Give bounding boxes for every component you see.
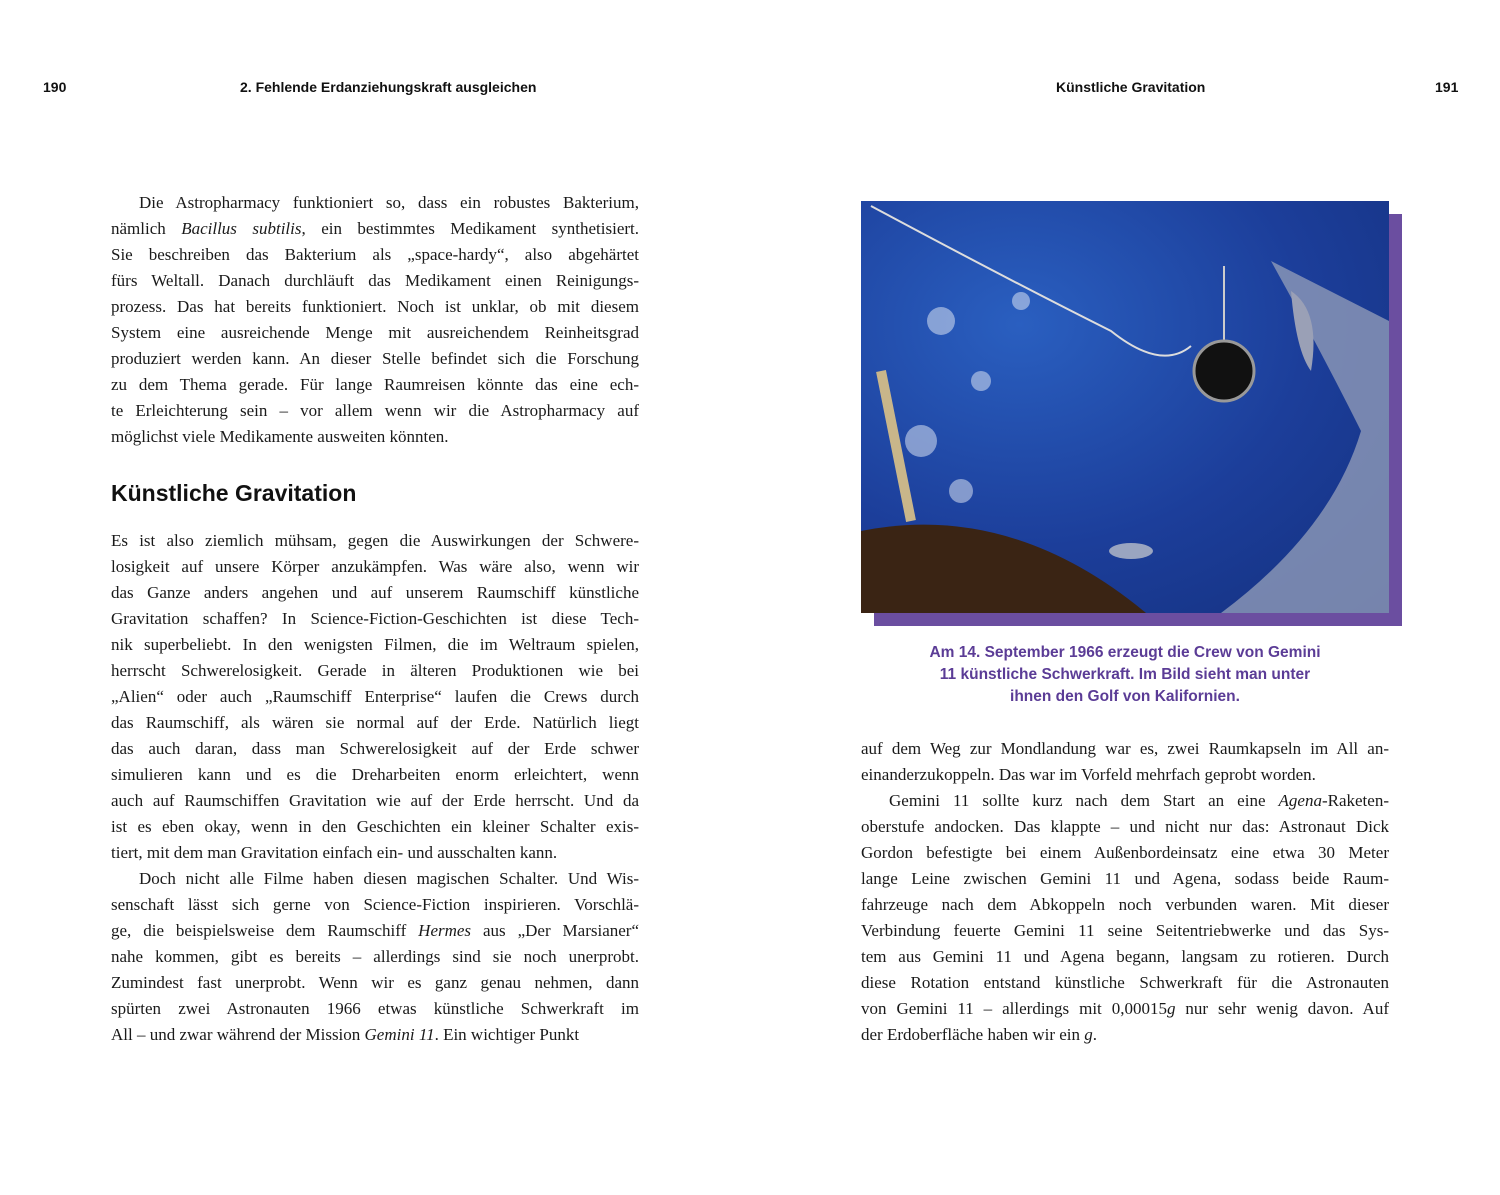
page-number-left: 190 [43, 79, 67, 95]
text-line: das auch daran, dass man Schwerelosigkeit auf der Erde schwer [111, 739, 639, 758]
text-line [111, 1022, 639, 1048]
text-line: Die Astropharmacy funktioniert so, dass ein robustes Bakterium, [139, 193, 639, 212]
running-title-left: 2. Fehlende Erdanziehungskraft ausgleichen [240, 79, 537, 95]
text-segment: aus „Der Marsianer“ [471, 921, 639, 940]
text-line: tiert, mit dem man Gravitation einfach ein- und ausschalten kann. [111, 843, 558, 862]
italic-text: Hermes [418, 921, 472, 940]
text-line: möglichst viele Medikamente ausweiten könnten. [111, 427, 449, 446]
text-line: Gravitation schaffen? In Science-Fiction-Geschichten ist diese Tech- [111, 609, 639, 628]
text-line [111, 216, 639, 242]
text-line: auch auf Raumschiffen Gravitation wie auf der Erde herrscht. Und da [111, 791, 639, 810]
text-line: tem aus Gemini 11 und Agena begann, langsam zu rotieren. Durch [861, 947, 1389, 966]
paragraph [111, 190, 639, 450]
text-line: nahe kommen, gibt es bereits – allerdings sind sie noch unerprobt. [111, 947, 639, 966]
page-number-right: 191 [1435, 79, 1459, 95]
text-line: Es ist also ziemlich mühsam, gegen die Auswirkungen der Schwere- [111, 531, 639, 550]
text-line: herrscht Schwerelosigkeit. Gerade in älteren Produktionen wie bei [111, 661, 639, 680]
paragraph [861, 736, 1389, 788]
text-segment: . Ein wichtiger Punkt [434, 1025, 580, 1044]
text-line: das Ganze anders angehen und auf unserem Raumschiff künstliche [111, 583, 639, 602]
text-line: auf dem Weg zur Mondlandung war es, zwei Raumkapseln im All an- [861, 739, 1389, 758]
text-line: produziert werden kann. An dieser Stelle befindet sich die Forschung [111, 349, 639, 368]
text-line: senschaft lässt sich gerne von Science-Fiction inspirieren. Vorschlä- [111, 895, 639, 914]
caption-line: 11 künstliche Schwerkraft. Im Bild sieht man unter [939, 666, 1311, 683]
text-line: simulieren kann und es die Dreharbeiten enorm erleichtert, wenn [111, 765, 639, 784]
text-line: nik superbeliebt. In den wenigsten Filmen, die im Weltraum spielen, [111, 635, 639, 654]
text-line: Zumindest fast unerprobt. Wenn wir es ganz genau nehmen, dann [111, 973, 639, 992]
text-line [861, 996, 1389, 1022]
text-segment: ge, die beispielsweise dem Raumschiff [111, 921, 419, 940]
text-line: System eine ausreichende Menge mit ausreichendem Reinheitsgrad [111, 323, 639, 342]
text-line: „Alien“ oder auch „Raumschiff Enterprise“ laufen die Crews durch [111, 687, 639, 706]
text-segment: der Erdoberfläche haben wir ein [861, 1025, 1085, 1044]
text-line: lange Leine zwischen Gemini 11 und Agena, sodass beide Raum- [861, 869, 1389, 888]
italic-text: g [1166, 999, 1176, 1018]
text-line: ist es eben okay, wenn in den Geschichten ein kleiner Schalter exis- [111, 817, 639, 836]
text-line [861, 788, 1389, 814]
text-line: oberstufe andocken. Das klappte – und nicht nur das: Astronaut Dick [861, 817, 1389, 836]
text-line: das Raumschiff, als wären sie normal auf der Erde. Natürlich liegt [111, 713, 639, 732]
text-line: Gordon befestigte bei einem Außenbordeinsatz eine etwa 30 Meter [861, 843, 1389, 862]
text-line: Sie beschreiben das Bakterium als „space-hardy“, also abgehärtet [111, 245, 639, 264]
caption-line: Am 14. September 1966 erzeugt die Crew von Gemini [929, 644, 1321, 661]
text-line: Doch nicht alle Filme haben diesen magischen Schalter. Und Wis- [139, 869, 639, 888]
italic-text: Bacillus subtilis [181, 219, 302, 238]
paragraph [111, 866, 639, 1048]
italic-text: g [1084, 1025, 1093, 1044]
gemini-11-photo [861, 201, 1389, 613]
text-segment: Gemini 11 sollte kurz nach dem Start an eine [889, 791, 1279, 810]
text-line: te Erleichterung sein – vor allem wenn wir die Astropharmacy auf [111, 401, 639, 420]
paragraph [861, 788, 1389, 1048]
text-line [861, 1022, 1389, 1048]
text-segment: -Raketen- [1321, 791, 1389, 810]
text-segment: nämlich [111, 219, 182, 238]
text-line [111, 918, 639, 944]
text-line: diese Rotation entstand künstliche Schwerkraft für die Astronauten [861, 973, 1389, 992]
text-line: fürs Weltall. Danach durchläuft das Medikament einen Reinigungs- [111, 271, 639, 290]
running-title-right: Künstliche Gravitation [1056, 79, 1206, 95]
italic-text: Agena [1278, 791, 1322, 810]
text-line: einanderzukoppeln. Das war im Vorfeld mehrfach geprobt worden. [861, 765, 1316, 784]
text-segment: , ein bestimmtes Medikament synthetisiert. [301, 219, 639, 238]
text-line: Verbindung feuerte Gemini 11 seine Seitentriebwerke und das Sys- [861, 921, 1389, 940]
text-segment: . [1092, 1025, 1097, 1044]
section-heading: Künstliche Gravitation [111, 480, 357, 506]
text-segment: von Gemini 11 – allerdings mit 0,00015 [861, 999, 1167, 1018]
text-line: zu dem Thema gerade. Für lange Raumreisen könnte das eine ech- [111, 375, 639, 394]
text-line: fahrzeuge nach dem Abkoppeln noch verbunden waren. Mit dieser [861, 895, 1389, 914]
text-line: losigkeit auf unsere Körper anzukämpfen. Was wäre also, wenn wir [111, 557, 639, 576]
text-line: spürten zwei Astronauten 1966 etwas künstliche Schwerkraft im [111, 999, 639, 1018]
text-segment: All – und zwar während der Mission [111, 1025, 365, 1044]
paragraph [111, 528, 639, 866]
text-line: prozess. Das hat bereits funktioniert. Noch ist unklar, ob mit diesem [111, 297, 639, 316]
italic-text: Gemini 11 [364, 1025, 435, 1044]
text-segment: nur sehr wenig davon. Auf [1175, 999, 1389, 1018]
caption-line: ihnen den Golf von Kalifornien. [1010, 688, 1240, 705]
photo-caption [880, 642, 1370, 708]
